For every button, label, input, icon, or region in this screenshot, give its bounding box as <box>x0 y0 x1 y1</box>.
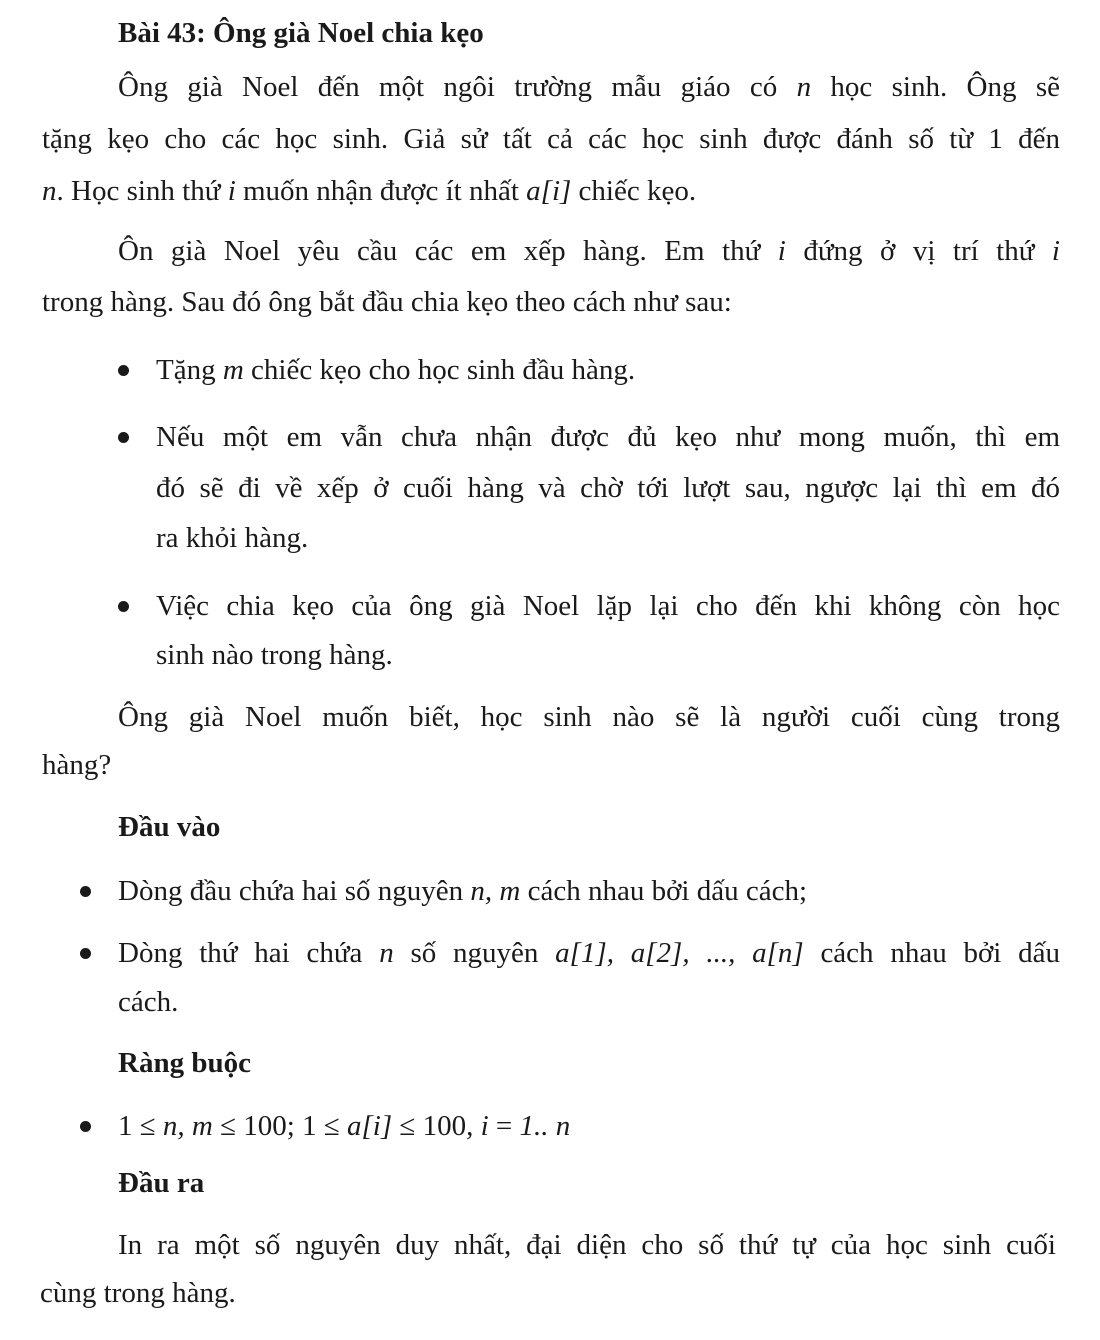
rule-3-line2: sinh nào trong hàng. <box>156 639 393 671</box>
bullet-icon <box>118 432 129 443</box>
problem-title: Bài 43: Ông già Noel chia kẹo <box>118 17 484 49</box>
question-line2: hàng? <box>42 749 112 781</box>
input-item-1: Dòng đầu chứa hai số nguyên n, m cách nhau bởi dấu cách; <box>118 875 808 907</box>
input-item-2-line1: Dòng thứ hai chứa n số nguyên a[1], a[2], ..., a[n] cách nhau bởi dấu <box>118 937 1060 969</box>
input-heading: Đầu vào <box>118 811 221 843</box>
intro-p1-line2: tặng kẹo cho các học sinh. Giả sử tất cả các học sinh được đánh số từ 1 đến <box>42 123 1060 155</box>
output-heading: Đầu ra <box>118 1167 205 1199</box>
rule-2-line1: Nếu một em vẫn chưa nhận được đủ kẹo như mong muốn, thì em <box>156 421 1060 453</box>
bullet-icon <box>80 1121 91 1132</box>
bullet-icon <box>80 886 91 897</box>
question-line1: Ông già Noel muốn biết, học sinh nào sẽ là người cuối cùng trong <box>118 701 1060 733</box>
input-item-2-line2: cách. <box>118 986 179 1018</box>
intro-p1-line3: n. Học sinh thứ i muốn nhận được ít nhất a[i] chiếc kẹo. <box>42 175 697 207</box>
bullet-icon <box>118 365 129 376</box>
bullet-icon <box>118 601 129 612</box>
rule-2-line2: đó sẽ đi về xếp ở cuối hàng và chờ tới lượt sau, ngược lại thì em đó <box>156 472 1060 504</box>
bullet-icon <box>80 948 91 959</box>
intro-p2-line2: trong hàng. Sau đó ông bắt đầu chia kẹo theo cách như sau: <box>42 286 732 318</box>
output-line2: cùng trong hàng. <box>40 1277 236 1309</box>
rule-2-line3: ra khỏi hàng. <box>156 522 309 554</box>
intro-p2-line1: Ôn già Noel yêu cầu các em xếp hàng. Em thứ i đứng ở vị trí thứ i <box>118 235 1060 267</box>
rule-3-line1: Việc chia kẹo của ông già Noel lặp lại cho đến khi không còn học <box>156 590 1060 622</box>
constraint-item-1: 1 ≤ n, m ≤ 100; 1 ≤ a[i] ≤ 100, i = 1.. n <box>118 1110 571 1142</box>
constraints-heading: Ràng buộc <box>118 1047 251 1079</box>
output-line1: In ra một số nguyên duy nhất, đại diện cho số thứ tự của học sinh cuối <box>118 1229 1056 1261</box>
rule-1: Tặng m chiếc kẹo cho học sinh đầu hàng. <box>156 354 636 386</box>
intro-p1-line1: Ông già Noel đến một ngôi trường mẫu giáo có n học sinh. Ông sẽ <box>118 71 1060 103</box>
